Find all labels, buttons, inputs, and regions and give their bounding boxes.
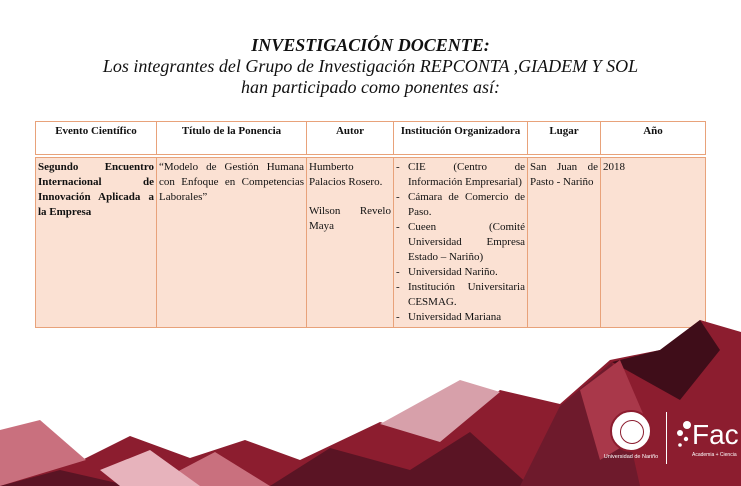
column-header-place: Lugar [528, 122, 601, 155]
university-seal-icon [610, 410, 652, 452]
page-title: INVESTIGACIÓN DOCENTE: [251, 35, 490, 55]
list-item: - Universidad Mariana [396, 310, 525, 325]
cell-place: San Juan de Pasto - Nariño [528, 158, 601, 328]
logo-divider [666, 412, 667, 464]
column-header-title: Título de la Ponencia [157, 122, 307, 155]
faculty-logo-dots-icon [674, 420, 694, 450]
list-item: - Universidad Nariño. [396, 265, 525, 280]
list-item: - Institución Universitaria CESMAG. [396, 280, 525, 310]
table-header-row [36, 122, 706, 155]
column-header-year: Año [601, 122, 706, 155]
institution-logos [600, 406, 741, 476]
list-item: - CIE (Centro de Información Empresarial) [396, 160, 525, 190]
column-header-author: Autor [307, 122, 394, 155]
cell-institution [394, 158, 528, 328]
column-header-institution: Institución Organizadora [394, 122, 528, 155]
author-name: Humberto Palacios Rosero. [309, 161, 383, 188]
page-heading [0, 34, 741, 98]
cell-title: “Modelo de Gestión Humana con Enfoque en Competencias Laborales” [157, 158, 307, 328]
institution-list [396, 160, 525, 325]
list-item: - Cámara de Comercio de Paso. [396, 190, 525, 220]
column-header-event: Evento Científico [36, 122, 157, 155]
cell-event: Segundo Encuentro Internacional de Innovación Aplicada a la Empresa [36, 158, 157, 328]
university-name: Universidad de Nariño [603, 454, 659, 460]
cell-author [307, 158, 394, 328]
faculty-logo-subtext: Academia + Ciencia [692, 452, 737, 458]
cell-year: 2018 [601, 158, 706, 328]
page-subtitle-line-1: Los integrantes del Grupo de Investigación REPCONTA ,GIADEM Y SOL [102, 56, 639, 76]
author-name: Wilson Revelo Maya [309, 205, 391, 232]
faculty-logo-text: Fac [692, 419, 739, 450]
presentations-table [35, 121, 706, 328]
table-row [36, 158, 706, 328]
list-item: - Cueen (Comité Universidad Empresa Estado – Nariño) [396, 220, 525, 265]
page-subtitle-line-2: han participado como ponentes así: [241, 77, 500, 97]
